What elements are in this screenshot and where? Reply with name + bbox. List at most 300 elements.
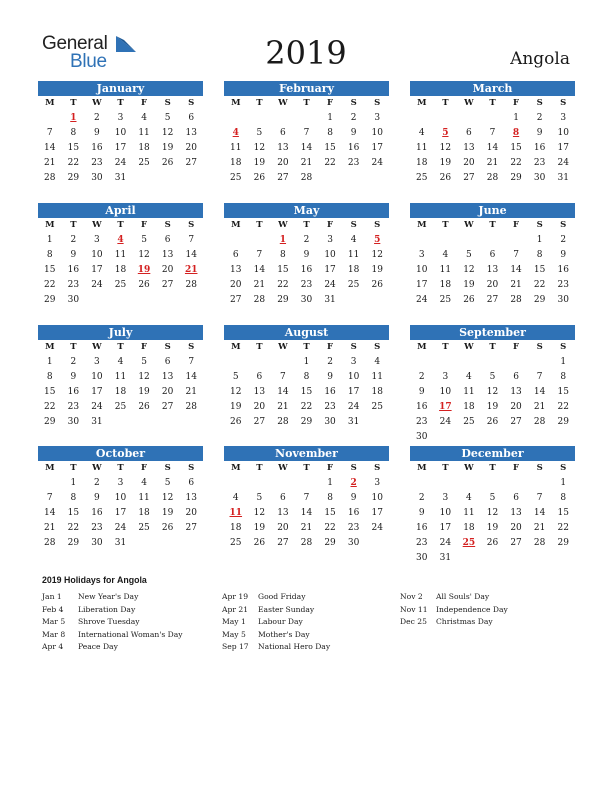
day: 11 (371, 372, 383, 382)
day: 31 (324, 295, 336, 305)
holiday-date: Sep 17 (222, 642, 249, 651)
holiday-day: 21 (184, 265, 198, 275)
day: 23 (324, 402, 336, 412)
day: 12 (439, 143, 452, 153)
day: 4 (374, 357, 381, 367)
day: 28 (300, 173, 313, 183)
day: 12 (486, 508, 499, 518)
holiday-name: Liberation Day (78, 604, 136, 614)
day: 24 (91, 280, 103, 290)
holiday-name: New Year's Day (78, 592, 139, 601)
day: 8 (70, 128, 77, 138)
day: 23 (300, 280, 313, 290)
holiday-list (42, 575, 582, 651)
day: 16 (416, 523, 428, 533)
day-empty (457, 355, 481, 370)
day: 18 (138, 143, 150, 153)
day: 3 (374, 478, 381, 488)
day-empty (434, 111, 458, 126)
day-empty (295, 476, 319, 491)
day: 17 (371, 143, 383, 153)
day: 20 (486, 280, 499, 290)
day: 4 (117, 357, 124, 367)
holiday-day: 2 (350, 478, 357, 488)
day: 20 (463, 158, 475, 168)
day: 21 (300, 158, 313, 168)
month-days-grid (224, 218, 389, 308)
day: 28 (253, 295, 266, 305)
day-empty (434, 476, 458, 491)
day: 2 (560, 235, 567, 245)
weekday-label: F (327, 220, 334, 230)
day: 5 (141, 235, 147, 245)
weekday-label: T (117, 342, 124, 352)
day: 28 (44, 173, 56, 183)
day: 13 (161, 250, 174, 260)
holiday-day: 1 (70, 113, 77, 123)
day: 31 (347, 417, 360, 427)
day: 19 (230, 402, 242, 412)
day: 30 (67, 417, 80, 427)
day: 11 (463, 508, 475, 518)
month-october (38, 446, 203, 551)
day: 13 (277, 143, 289, 153)
weekday-label: M (45, 463, 55, 473)
day: 7 (280, 372, 286, 382)
day: 10 (114, 493, 127, 503)
day: 19 (486, 402, 499, 412)
day: 17 (371, 508, 383, 518)
day-empty (457, 233, 481, 248)
day: 1 (536, 235, 543, 245)
holiday-date: Feb 4 (42, 604, 64, 614)
day: 15 (324, 143, 336, 153)
day: 1 (46, 357, 53, 367)
day: 18 (463, 402, 475, 412)
day: 26 (138, 402, 150, 412)
day: 27 (161, 402, 174, 412)
day: 29 (44, 295, 56, 305)
month-july (38, 325, 203, 430)
day: 27 (486, 295, 499, 305)
weekday-label: S (188, 463, 195, 473)
day: 1 (46, 235, 53, 245)
day: 4 (141, 478, 147, 488)
day: 25 (230, 173, 242, 183)
month-september (410, 325, 575, 445)
day: 27 (185, 158, 197, 168)
day: 24 (91, 402, 103, 412)
day: 1 (303, 357, 310, 367)
day: 13 (185, 128, 197, 138)
weekday-label: S (536, 463, 543, 473)
day: 29 (557, 417, 569, 427)
weekday-label: T (117, 463, 124, 473)
day: 25 (416, 173, 428, 183)
holiday-date: May 1 (222, 617, 246, 626)
day: 10 (324, 250, 336, 260)
day-empty (248, 111, 272, 126)
day: 22 (324, 523, 336, 533)
day: 6 (164, 357, 171, 367)
weekday-label: F (141, 463, 148, 473)
day: 27 (277, 173, 289, 183)
day: 13 (161, 372, 174, 382)
day: 23 (67, 402, 80, 412)
day-empty (38, 111, 62, 126)
day: 24 (371, 523, 383, 533)
day: 13 (253, 387, 266, 397)
day: 9 (418, 508, 425, 518)
day: 30 (416, 553, 428, 563)
day: 23 (416, 538, 428, 548)
day: 13 (185, 493, 197, 503)
day: 5 (164, 478, 171, 488)
day: 22 (67, 523, 80, 533)
day: 9 (536, 128, 543, 138)
day: 18 (463, 523, 475, 533)
day: 6 (232, 250, 239, 260)
holiday-row (222, 591, 330, 604)
weekday-label: F (141, 220, 148, 230)
holiday-name: Independence Day (436, 604, 508, 614)
day-empty (224, 233, 248, 248)
day: 9 (560, 250, 567, 260)
day: 18 (416, 158, 428, 168)
day: 2 (418, 372, 425, 382)
day: 23 (67, 280, 80, 290)
day: 4 (232, 493, 239, 503)
day: 3 (442, 372, 449, 382)
day: 27 (253, 417, 266, 427)
weekday-label: M (231, 342, 241, 352)
day: 11 (114, 372, 127, 382)
day: 7 (489, 128, 496, 138)
day: 11 (439, 265, 452, 275)
day: 30 (533, 173, 546, 183)
weekday-label: S (560, 220, 567, 230)
month-march (410, 81, 575, 186)
weekday-label: T (70, 220, 77, 230)
day: 15 (277, 265, 289, 275)
holiday-day: 5 (374, 235, 381, 245)
holiday-name: National Hero Day (258, 642, 331, 651)
day-empty (504, 476, 528, 491)
month-title: February (224, 81, 389, 96)
weekday-label: T (489, 220, 496, 230)
day: 27 (277, 538, 289, 548)
day: 23 (91, 158, 103, 168)
day-empty (434, 233, 458, 248)
day: 30 (324, 417, 336, 427)
country-name: Angola (510, 49, 570, 69)
day: 29 (67, 173, 80, 183)
day: 28 (277, 417, 289, 427)
day: 18 (230, 158, 242, 168)
day: 1 (70, 478, 77, 488)
weekday-label: S (164, 98, 171, 108)
weekday-label: S (560, 98, 567, 108)
day-empty (38, 476, 62, 491)
weekday-label: T (256, 98, 263, 108)
holiday-row (42, 616, 183, 629)
holiday-name: Easter Sunday (258, 604, 315, 614)
weekday-label: W (92, 463, 102, 473)
day: 16 (416, 402, 428, 412)
weekday-label: S (188, 342, 195, 352)
day: 19 (463, 280, 475, 290)
day: 11 (230, 143, 242, 153)
day: 2 (70, 235, 77, 245)
day-empty (410, 355, 434, 370)
day: 4 (466, 372, 472, 382)
day: 8 (46, 250, 53, 260)
day: 23 (347, 523, 360, 533)
day-empty (481, 476, 505, 491)
day: 29 (533, 295, 546, 305)
month-title: April (38, 203, 203, 218)
day: 8 (327, 493, 333, 503)
weekday-label: W (92, 220, 102, 230)
day: 3 (94, 357, 100, 367)
weekday-label: M (417, 463, 427, 473)
day: 15 (67, 508, 80, 518)
day: 17 (416, 280, 428, 290)
day: 22 (324, 158, 336, 168)
day: 12 (486, 387, 499, 397)
weekday-label: S (560, 342, 567, 352)
day: 19 (253, 158, 266, 168)
day: 11 (138, 128, 150, 138)
weekday-label: W (464, 98, 474, 108)
weekday-label: M (45, 98, 55, 108)
holiday-row (42, 604, 183, 617)
day: 6 (280, 128, 286, 138)
day: 4 (442, 250, 449, 260)
holiday-date: Nov 2 (400, 592, 423, 601)
weekday-label: W (92, 342, 102, 352)
month-days-grid (410, 96, 575, 186)
day: 29 (300, 417, 313, 427)
day: 17 (91, 387, 103, 397)
day: 11 (463, 387, 475, 397)
weekday-label: T (489, 342, 496, 352)
weekday-label: S (536, 220, 543, 230)
month-days-grid (410, 340, 575, 445)
month-days-grid (38, 96, 203, 186)
day: 2 (418, 493, 425, 503)
day: 15 (300, 387, 313, 397)
day-empty (410, 476, 434, 491)
day: 5 (256, 128, 263, 138)
day: 18 (114, 387, 127, 397)
day: 14 (253, 265, 266, 275)
weekday-label: T (442, 220, 449, 230)
day: 2 (350, 113, 357, 123)
day: 12 (161, 493, 174, 503)
day: 22 (44, 402, 56, 412)
day-empty (224, 476, 248, 491)
weekday-label: S (560, 463, 567, 473)
holiday-day: 4 (117, 235, 124, 245)
day: 5 (164, 113, 171, 123)
day: 3 (350, 357, 357, 367)
weekday-label: T (489, 463, 496, 473)
holiday-date: Dec 25 (400, 617, 427, 626)
day: 18 (347, 265, 360, 275)
holiday-date: Mar 5 (42, 617, 66, 626)
day: 15 (67, 143, 80, 153)
day: 1 (327, 478, 333, 488)
day: 25 (114, 402, 127, 412)
day: 7 (46, 128, 53, 138)
day: 6 (188, 113, 195, 123)
day: 19 (161, 508, 174, 518)
weekday-label: S (350, 220, 357, 230)
day: 10 (371, 493, 383, 503)
day: 6 (256, 372, 263, 382)
weekday-label: T (442, 342, 449, 352)
day: 21 (277, 402, 289, 412)
day: 13 (230, 265, 242, 275)
day: 21 (533, 402, 546, 412)
day: 20 (277, 523, 289, 533)
day: 19 (138, 387, 150, 397)
day: 12 (138, 250, 150, 260)
day: 17 (114, 508, 127, 518)
day: 7 (513, 250, 519, 260)
month-title: May (224, 203, 389, 218)
day: 12 (463, 265, 475, 275)
holiday-row (42, 591, 183, 604)
day: 12 (253, 508, 266, 518)
day: 18 (230, 523, 242, 533)
weekday-label: F (141, 342, 148, 352)
holiday-row (42, 629, 183, 642)
day-empty (224, 111, 248, 126)
weekday-label: T (442, 98, 449, 108)
weekday-label: F (513, 463, 520, 473)
calendar-year: 2019 (265, 34, 347, 72)
weekday-label: F (513, 342, 520, 352)
day: 8 (560, 372, 567, 382)
holiday-row (222, 616, 330, 629)
weekday-label: W (278, 342, 288, 352)
day: 9 (70, 372, 77, 382)
holiday-row (222, 641, 330, 654)
day: 3 (117, 113, 124, 123)
day: 28 (533, 538, 546, 548)
day: 2 (70, 357, 77, 367)
day: 22 (44, 280, 56, 290)
day: 7 (536, 493, 543, 503)
holiday-name: Shrove Tuesday (78, 617, 140, 626)
day: 14 (44, 143, 56, 153)
month-title: July (38, 325, 203, 340)
day: 9 (303, 250, 310, 260)
month-february (224, 81, 389, 186)
day: 18 (114, 265, 127, 275)
weekday-label: M (231, 220, 241, 230)
day: 21 (253, 280, 266, 290)
weekday-label: S (374, 220, 381, 230)
day: 10 (439, 508, 452, 518)
day-empty (271, 111, 295, 126)
day: 14 (277, 387, 289, 397)
day: 24 (324, 280, 336, 290)
day: 10 (371, 128, 383, 138)
day: 5 (489, 493, 496, 503)
month-november (224, 446, 389, 551)
day: 31 (557, 173, 569, 183)
holiday-row (42, 641, 183, 654)
holiday-name: Mother's Day (258, 629, 310, 639)
day: 16 (300, 265, 313, 275)
weekday-label: T (303, 342, 310, 352)
day: 13 (510, 387, 522, 397)
day: 20 (277, 158, 289, 168)
holiday-row (400, 616, 508, 629)
day: 14 (300, 143, 313, 153)
day-empty (528, 355, 552, 370)
holiday-row (222, 629, 330, 642)
holiday-name: Peace Day (78, 642, 118, 651)
holiday-day: 25 (462, 538, 476, 548)
weekday-label: S (536, 342, 543, 352)
day: 31 (91, 417, 103, 427)
day: 22 (510, 158, 522, 168)
day: 26 (253, 538, 266, 548)
weekday-label: S (374, 98, 381, 108)
day: 16 (324, 387, 336, 397)
day: 16 (67, 265, 80, 275)
day: 23 (416, 417, 428, 427)
day: 28 (510, 295, 522, 305)
day: 4 (418, 128, 425, 138)
month-april (38, 203, 203, 308)
day: 13 (510, 508, 522, 518)
weekday-label: T (303, 463, 310, 473)
day: 21 (510, 280, 522, 290)
day: 3 (94, 235, 100, 245)
day: 25 (371, 402, 383, 412)
day: 8 (70, 493, 77, 503)
month-august (224, 325, 389, 430)
day: 7 (303, 128, 310, 138)
day: 16 (347, 143, 360, 153)
weekday-label: M (231, 98, 241, 108)
day: 11 (347, 250, 360, 260)
day: 24 (439, 538, 452, 548)
day: 18 (439, 280, 452, 290)
day: 16 (347, 508, 360, 518)
day: 6 (188, 478, 195, 488)
day: 7 (188, 235, 195, 245)
day: 8 (280, 250, 286, 260)
weekday-label: M (45, 342, 55, 352)
holiday-day: 11 (229, 508, 243, 518)
day: 27 (161, 280, 174, 290)
day: 21 (44, 158, 56, 168)
day: 22 (533, 280, 546, 290)
day: 30 (91, 173, 103, 183)
day: 19 (253, 523, 266, 533)
holiday-column (222, 591, 330, 654)
month-title: June (410, 203, 575, 218)
day: 25 (114, 280, 127, 290)
holiday-date: Apr 21 (222, 604, 249, 614)
weekday-label: S (164, 463, 171, 473)
